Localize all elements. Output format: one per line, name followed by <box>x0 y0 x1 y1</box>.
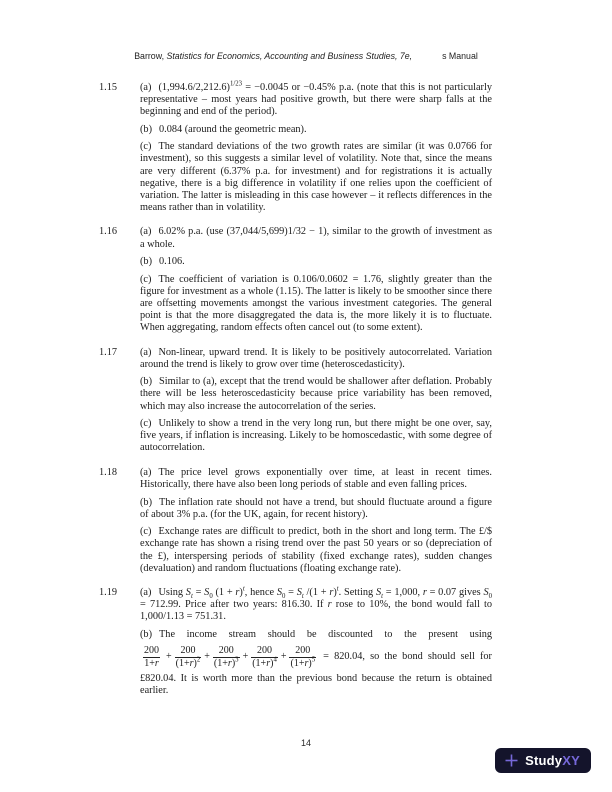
studyxy-xy: XY <box>562 753 580 768</box>
part-text: The coefficient of variation is 0.106/0.0602 = 1.76, slightly greater than the figure for investment as a whole (1.15). The latter is likely to be smoother since there are offsetting movements amongst the various investment categories. The general point is that the more disaggregated the data is, the more likely it is to fluctuate. When aggregating, random effects often cancel out (to some extent). <box>140 273 492 334</box>
header-book-title: Statistics for Economics, Accounting and Business Studies, 7e, <box>166 51 413 61</box>
income-formula-intro <box>140 629 492 641</box>
part-text: Non-linear, upward trend. It is likely to be positively autocorrelated. Variation around the trend is likely to grow over time (heteroscedasticity). <box>140 346 492 370</box>
studyxy-study: Study <box>525 753 563 768</box>
problem-part <box>140 376 492 412</box>
fraction-numerator: 200 <box>257 645 273 657</box>
fraction <box>289 645 316 670</box>
problem-part <box>140 467 492 491</box>
problem-part <box>140 497 492 521</box>
problems-list <box>99 82 492 709</box>
problem-parts <box>140 347 492 460</box>
problem-number: 1.19 <box>99 587 118 599</box>
formula-result: = 820.04, so the bond should sell for <box>323 651 492 663</box>
part-label: (c) <box>140 418 152 430</box>
part-label: (a) <box>140 587 152 599</box>
problem-number: 1.17 <box>99 346 118 358</box>
fraction-denominator: $(1+r)^4$ <box>252 656 277 669</box>
problem <box>99 82 492 219</box>
problem-parts <box>140 587 492 702</box>
part-text: 0.106. <box>159 256 185 268</box>
part-text: Using $S_t = S_0$ $(1 + r)^t$, hence $S_0 = S_t$ $/(1 + r)^t$. Setting $S_t = 1,000$, r = 0.07 gives $S_0 = 712.99$. Price after two years: 816.30. If r rose to 10%, the bond would fall to 1,000/1.13 = 751.31. <box>140 585 493 623</box>
plus-operator: + <box>204 651 210 663</box>
plus-operator: + <box>242 651 249 663</box>
part-label: (b) <box>140 628 153 640</box>
part-label: (a) <box>140 226 152 238</box>
problem <box>99 587 492 702</box>
part-text: The inflation rate should not have a trend, but should fluctuate around a figure of about 3% p.a. (for the UK, again, for recent history). <box>140 496 492 520</box>
problem-part <box>140 587 492 623</box>
problem <box>99 467 492 580</box>
fraction-denominator: $(1+r)^5$ <box>290 656 316 669</box>
studyxy-badge <box>495 748 591 773</box>
problem-number: 1.18 <box>99 466 118 478</box>
problem-part <box>140 82 492 118</box>
fraction-numerator: 200 <box>180 645 196 657</box>
part-text: The standard deviations of the two growth rates are similar (it was 0.0766 for investment), so this suggests a similar level of volatility. Note that, since the means are very different (6.37% p.a. for investment) and for registrations it is actually negative, there is a big difference in volatility if one relies upon the coefficient of variation. The latter is misleading in this case however – it reflects differences in the means rather than in volatility. <box>140 141 492 213</box>
problem-part <box>140 629 492 697</box>
problem-part <box>140 526 492 574</box>
problem-number: 1.16 <box>99 226 118 238</box>
page-number: 14 <box>300 738 311 748</box>
part-text: The income stream should be discounted to the present using <box>159 628 492 640</box>
plus-icon <box>504 753 519 768</box>
fraction-denominator: 1+r <box>144 657 159 669</box>
part-label: (b) <box>140 376 153 388</box>
header-manual-suffix: s Manual <box>442 51 478 61</box>
part-text: Exchange rates are difficult to predict, both in the short and long term. The £/$ exchange rate has shown a rising trend over the past 50 years or so (depreciation of the £), interspersing periods of stability (fixed exchange rates), sudden changes (devaluation) and random fluctuations (floating exchange rate). <box>140 526 492 574</box>
studyxy-wordmark <box>525 753 580 768</box>
problem-part <box>140 256 492 268</box>
fraction <box>175 645 202 670</box>
part-label: (b) <box>140 496 153 508</box>
part-text: Similar to (a), except that the trend would be shallower after deflation. Probably there will be less heteroscedasticity because price variability has been removed, which may also increase the autocorrelation of the series. <box>140 376 492 412</box>
problem-part <box>140 347 492 371</box>
fraction <box>213 645 240 670</box>
problem-parts <box>140 82 492 219</box>
part-label: (a) <box>140 346 152 358</box>
part-text: £820.04. It is worth more than the previous bond because the return is obtained earlier. <box>140 672 492 696</box>
fraction <box>140 645 163 670</box>
part-label: (c) <box>140 141 152 153</box>
problem-part <box>140 274 492 334</box>
part-label: (c) <box>140 526 152 538</box>
part-text: 0.084 (around the geometric mean). <box>159 123 307 135</box>
part-label: (b) <box>140 123 153 135</box>
part-text: The price level grows exponentially over time, at least in recent times. Historically, there have also been long periods of stable and even falling prices. <box>140 466 492 491</box>
fraction-numerator: 200 <box>295 645 311 657</box>
plus-operator: + <box>280 651 287 663</box>
problem <box>99 347 492 460</box>
fraction-numerator: 200 <box>218 645 234 657</box>
part-text: 6.02% p.a. (use (37,044/5,699)1/32 − 1), similar to the growth of investment as a whole. <box>140 226 492 250</box>
problem-parts <box>140 467 492 580</box>
part-label: (b) <box>140 256 153 268</box>
problem-part <box>140 141 492 214</box>
part-text: Unlikely to show a trend in the very long run, but there might be one over, say, five years, if inflation is increasing. Likely to be homoscedastic, with some degree of autocorrelation. <box>140 418 492 454</box>
fraction <box>251 645 278 670</box>
plus-operator: + <box>166 651 172 663</box>
fraction-denominator: $(1+r)^3$ <box>213 656 239 669</box>
fraction-numerator: 200 <box>144 645 159 657</box>
problem-part <box>140 226 492 250</box>
income-formula <box>140 645 492 670</box>
problem-number: 1.15 <box>99 82 118 93</box>
part-label: (a) <box>140 466 152 478</box>
header-author: Barrow, <box>134 51 167 61</box>
problem <box>99 226 492 339</box>
running-header <box>0 51 612 61</box>
part-text: $(1,994.6/2,212.6)^{1/23} = -0.0045$ or −0.45% p.a. (note that this is not particularly representative – most years had positive growth, but there were sharp falls at the beginning and end of the period). <box>140 80 492 118</box>
fraction-denominator: $(1+r)^2$ <box>175 656 201 669</box>
problem-part <box>140 418 492 454</box>
part-label: (a) <box>140 82 152 93</box>
problem-parts <box>140 226 492 339</box>
part-label: (c) <box>140 273 152 285</box>
problem-part <box>140 124 492 136</box>
